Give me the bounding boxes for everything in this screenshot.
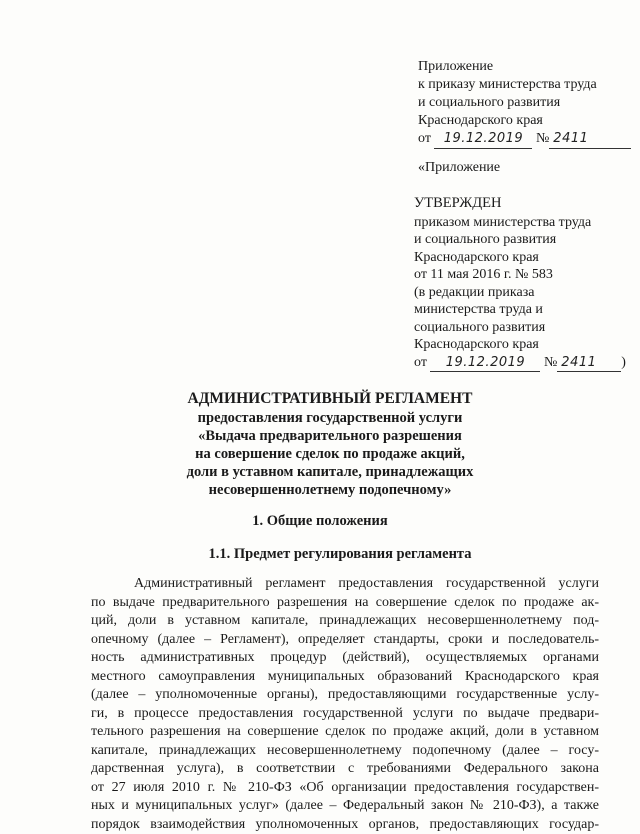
approved-line: министерства труда и: [414, 301, 634, 319]
body-line: порядок взаимодействия уполномоченных органов, предоставляющих государ-: [91, 816, 599, 834]
appendix2-label: «Приложение: [418, 160, 500, 176]
appendix-line: и социального развития: [418, 94, 633, 112]
body-line: капитале, принадлежащих несовершеннолетнему подопечному (далее – госу-: [91, 742, 599, 761]
approved-line: социального развития: [414, 319, 634, 337]
body-line: ность административных процедур (действий), осуществляемых органами: [91, 649, 599, 668]
approved-line: приказом министерства труда: [414, 214, 634, 232]
handwritten-number: 2411: [557, 354, 621, 373]
title-main: АДМИНИСТРАТИВНЫЙ РЕГЛАМЕНТ: [140, 390, 520, 408]
body-line: (далее – уполномоченные органы), предоставляющими государственные услу-: [91, 686, 599, 705]
subsection-heading: 1.1. Предмет регулирования регламента: [20, 546, 640, 563]
body-line: ных и муниципальных услуг» (далее – Федеральный закон № 210-ФЗ), а также: [91, 797, 599, 816]
handwritten-date: 19.12.2019: [430, 354, 540, 373]
body-line: по выдаче предварительного разрешения на совершение сделок по продаже ак-: [91, 594, 599, 613]
handwritten-date: 19.12.2019: [434, 130, 532, 149]
approved-line: Краснодарского края: [414, 336, 634, 354]
number-prefix: №: [544, 355, 557, 370]
approved-heading: УТВЕРЖДЕН: [414, 195, 634, 213]
title-line: на совершение сделок по продаже акций,: [140, 445, 520, 463]
body-line: ций, доли в уставном капитале, принадлежащих несовершеннолетнему под-: [91, 612, 599, 631]
body-line: дарственная услуга), в соответствии с требованиями Федерального закона: [91, 760, 599, 779]
approved-block: [414, 195, 634, 372]
closing-paren: ): [621, 355, 626, 370]
body-line: от 27 июля 2010 г. № 210-ФЗ «Об организации предоставления государствен-: [91, 779, 599, 798]
body-line: местного самоуправления муниципальных образований Краснодарского края: [91, 668, 599, 687]
section-heading: 1. Общие положения: [0, 513, 640, 530]
approved-line: Краснодарского края: [414, 249, 634, 267]
handwritten-number: 2411: [549, 130, 631, 149]
number-prefix: №: [536, 131, 549, 146]
approved-line: (в редакции приказа: [414, 284, 634, 302]
body-line: тельного разрешения на совершение сделок по продаже акций, доли в уставном: [91, 723, 599, 742]
body-line: Административный регламент предоставления государственной услуги: [91, 575, 599, 594]
approved-line: от 11 мая 2016 г. № 583: [414, 266, 634, 284]
appendix-block: [418, 58, 633, 149]
appendix-line: Краснодарского края: [418, 112, 633, 130]
appendix-line: Приложение: [418, 58, 633, 76]
date-prefix: от: [418, 131, 431, 146]
appendix-line: к приказу министерства труда: [418, 76, 633, 94]
body-line: ги, в процессе предоставления государственной услуги по выдаче предвари-: [91, 705, 599, 724]
appendix-date-line: [418, 130, 633, 149]
title-line: доли в уставном капитале, принадлежащих: [140, 463, 520, 481]
date-prefix: от: [414, 355, 427, 370]
title-line: несовершеннолетнему подопечному»: [140, 481, 520, 499]
approved-date-line: [414, 354, 634, 373]
document-title: [140, 390, 520, 499]
approved-line: и социального развития: [414, 231, 634, 249]
body-line: опечному (далее – Регламент), определяет стандарты, сроки и последователь-: [91, 631, 599, 650]
title-line: «Выдача предварительного разрешения: [140, 427, 520, 445]
title-line: предоставления государственной услуги: [140, 409, 520, 427]
body-paragraph: [91, 575, 599, 834]
